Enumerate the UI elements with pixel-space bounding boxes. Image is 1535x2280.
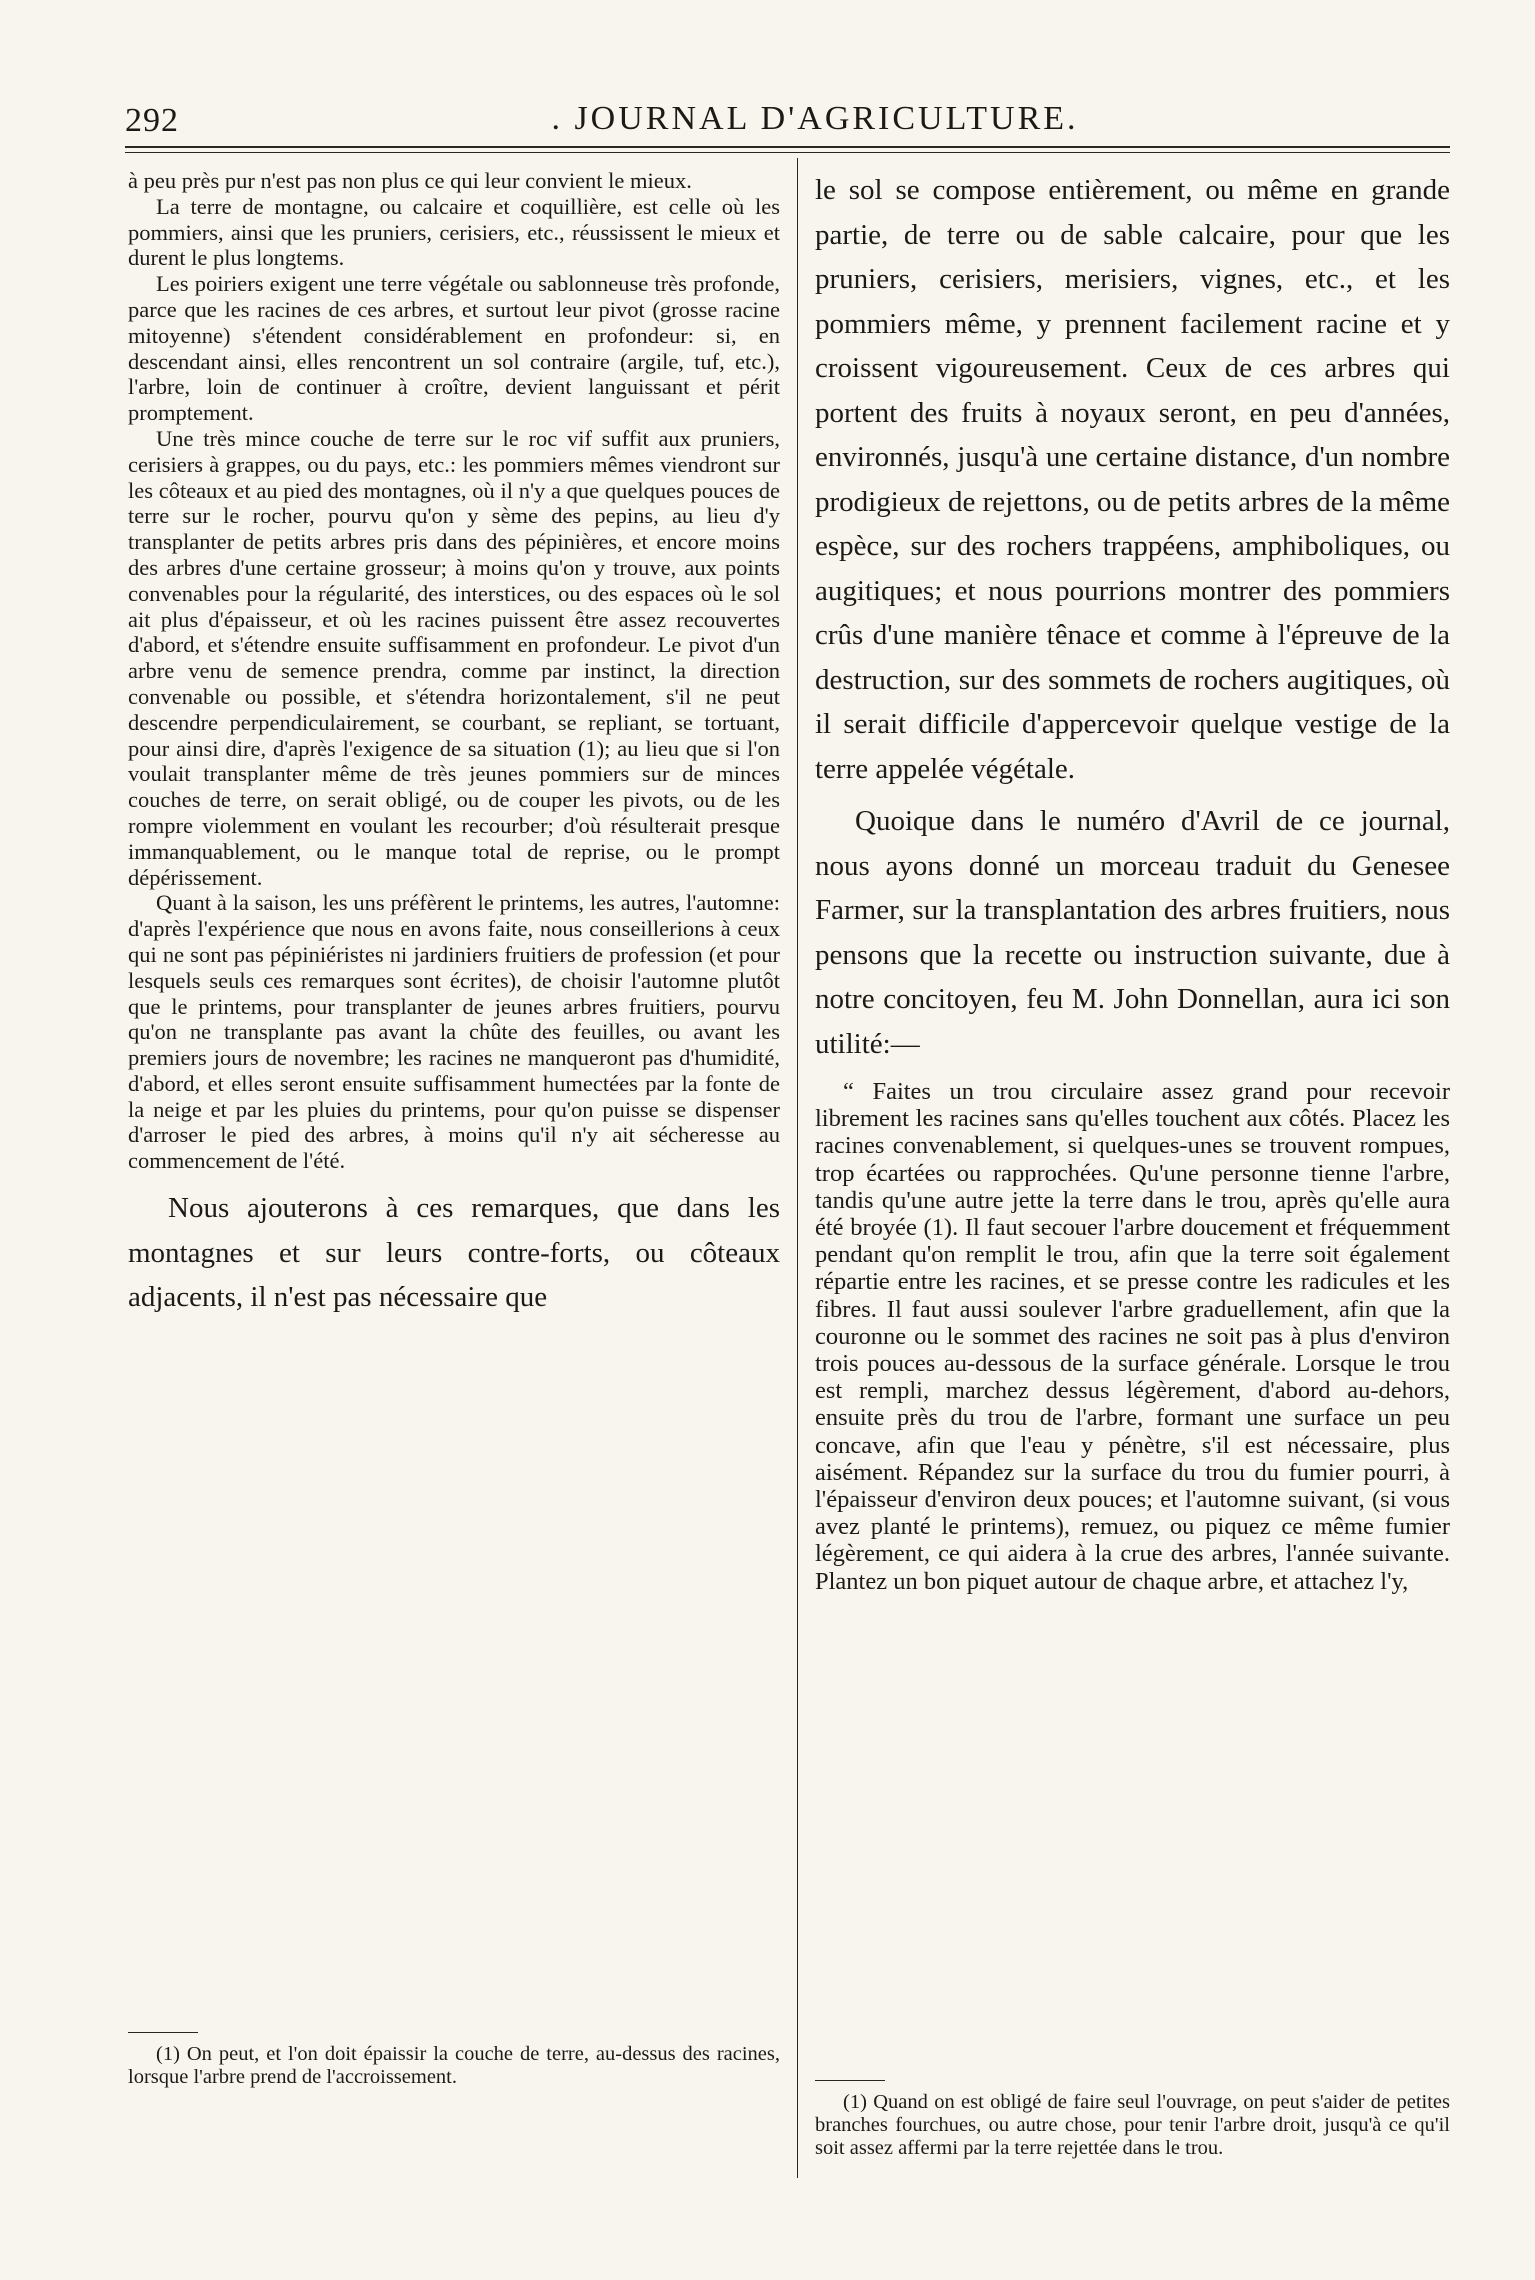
paragraph: Nous ajouterons à ces remarques, que dans les montagnes et sur leurs contre-forts, ou côteaux adjacents, il n'est pas nécessaire que bbox=[128, 1192, 780, 1314]
left-large-text bbox=[128, 1186, 780, 1320]
paragraph: Les poiriers exigent une terre végétale ou sablonneuse très profonde, parce que les racines de ces arbres, et surtout leur pivot (grosse racine mitoyenne) s'étendent considérablement en profondeur: si, en descendant ainsi, elles rencontrent un sol contraire (argile, tuf, etc.), l'arbre, loin de continuer à croître, devient languissant et périt promptement. bbox=[128, 271, 780, 426]
column-divider bbox=[797, 158, 798, 2178]
footnote-rule bbox=[128, 2032, 198, 2033]
quote-paragraph: “ Faites un trou circulaire assez grand pour recevoir librement les racines sans qu'elles touchent aux côtés. Placez les racines convenablement, si quelques-unes se trouvent rompues, trop écartées ou rapprochées. Qu'une personne tienne l'arbre, tandis qu'une autre jette la terre dans le trou, après qu'elle aura été broyée (1). Il faut secouer l'arbre doucement et fréquemment pendant qu'on remplit le trou, afin que la terre soit également répartie entre les racines, et se presse contre les radicules et les fibres. Il faut aussi soulever l'arbre graduellement, afin que la couronne ou le sommet des racines ne soit pas à plus d'environ trois pouces au-dessous de la surface générale. Lorsque le trou est rempli, marchez dessus légèrement, d'abord au-dehors, ensuite près du trou de l'arbre, formant une surface un peu concave, afin que l'eau y pénètre, s'il est nécessaire, plus aisément. Répandez sur la surface du trou du fumier pourri, à l'épaisseur d'environ deux pouces; et l'automne suivant, (si vous avez planté le printems), remuez, ou piquez ce même fumier légèrement, ce qui aidera à la crue des arbres, l'année suivante. Plantez un bon piquet autour de chaque arbre, et attachez l'y, bbox=[815, 1078, 1450, 1595]
left-footnote-block bbox=[128, 2012, 780, 2089]
running-title: . JOURNAL D'AGRICULTURE. bbox=[551, 100, 1079, 137]
paragraph: La terre de montagne, ou calcaire et coquillière, est celle où les pommiers, ainsi que les pruniers, cerisiers, etc., réussissent le mieux et durent le plus longtems. bbox=[128, 193, 780, 271]
page-header bbox=[125, 98, 1445, 148]
paragraph: Quoique dans le numéro d'Avril de ce journal, nous ayons donné un morceau traduit du Genesee Farmer, sur la transplantation des arbres fruitiers, nous pensons que la recette ou instruction suivante, due à notre concitoyen, feu M. John Donnellan, aura ici son utilité:— bbox=[815, 805, 1450, 1060]
right-large-text bbox=[815, 168, 1450, 1066]
page-number: 292 bbox=[125, 102, 179, 139]
left-column bbox=[128, 168, 780, 2128]
left-small-text bbox=[128, 168, 780, 1174]
paragraph: Quant à la saison, les uns préfèrent le printems, les autres, l'automne: d'après l'expérience que nous en avons faite, nous conseillerions à ceux qui ne sont pas pépiniéristes ni jardiniers fruitiers de profession (et pour lesquels seuls ces remarques sont écrites), de choisir l'automne plutôt que le printems, pour transplanter de jeunes arbres fruitiers, pourvu qu'on ne transplante pas avant la chûte des feuilles, ou avant les premiers jours de novembre; les racines ne manqueront pas d'humidité, d'abord, et elles seront ensuite suffisamment humectées par la fonte de la neige et par les pluies du printems, pour qu'on puisse se dispenser d'arroser le pied des arbres, à moins qu'il n'y ait sécheresse au commencement de l'été. bbox=[128, 890, 780, 1174]
header-rule bbox=[125, 146, 1450, 148]
footnote: (1) Quand on est obligé de faire seul l'ouvrage, on peut s'aider de petites branches fourchues, ou autre chose, pour tenir l'arbre droit, jusqu'à ce qu'il soit assez affermi par la terre rejettée dans le trou. bbox=[815, 2091, 1450, 2159]
footnote-rule bbox=[815, 2080, 885, 2081]
right-footnote-block bbox=[815, 2060, 1450, 2160]
paragraph: Une très mince couche de terre sur le roc vif suffit aux pruniers, cerisiers à grappes, ou du pays, etc.: les pommiers mêmes viendront sur les côteaux et au pied des montagnes, où il n'y a que quelques pouces de terre sur le rocher, pourvu qu'on y sème des pepins, au lieu d'y transplanter de petits arbres pris dans des pépinières, et encore moins des arbres d'une certaine grosseur; à moins qu'on y trouve, aux points convenables pour la régularité, des interstices, ou des espaces où le sol ait plus d'épaisseur, et où les racines puissent être assez recouvertes d'abord, et s'étendre ensuite suffisamment en profondeur. Le pivot d'un arbre venu de semence prendra, comme par instinct, la direction convenable ou possible, et s'étendra horizontalement, s'il ne peut descendre perpendiculairement, se courbant, se repliant, se tortuant, pour ainsi dire, d'après l'exigence de sa situation (1); au lieu que si l'on voulait transplanter même de très jeunes pommiers sur de minces couches de terre, on serait obligé, ou de couper les pivots, ou de les rompre violemment en voulant les recourber; d'où résulterait presque immanquablement, ou le manque total de reprise, ou le prompt dépérissement. bbox=[128, 425, 780, 890]
right-column bbox=[815, 168, 1450, 2178]
quoted-instructions bbox=[815, 1078, 1450, 1595]
paragraph: à peu près pur n'est pas non plus ce qui leur convient le mieux. bbox=[128, 168, 692, 193]
footnote: (1) On peut, et l'on doit épaissir la couche de terre, au-dessus des racines, lorsque l'arbre prend de l'accroissement. bbox=[128, 2043, 780, 2088]
header-rule-thin bbox=[125, 152, 1450, 153]
paragraph: le sol se compose entièrement, ou même en grande partie, de terre ou de sable calcaire, pour que les pruniers, cerisiers, merisiers, vignes, etc., et les pommiers même, y prennent facilement racine et y croissent vigoureusement. Ceux de ces arbres qui portent des fruits à noyaux seront, en peu d'années, environnés, jusqu'à une certaine distance, d'un nombre prodigieux de rejettons, ou de petits arbres de la même espèce, sur des rochers trappéens, amphiboliques, ou augitiques; et nous pourrions montrer des pommiers crûs d'une manière tênace et comme à l'épreuve de la destruction, sur des sommets de rochers augitiques, où il serait difficile d'appercevoir quelque vestige de la terre appelée végétale. bbox=[815, 174, 1450, 785]
